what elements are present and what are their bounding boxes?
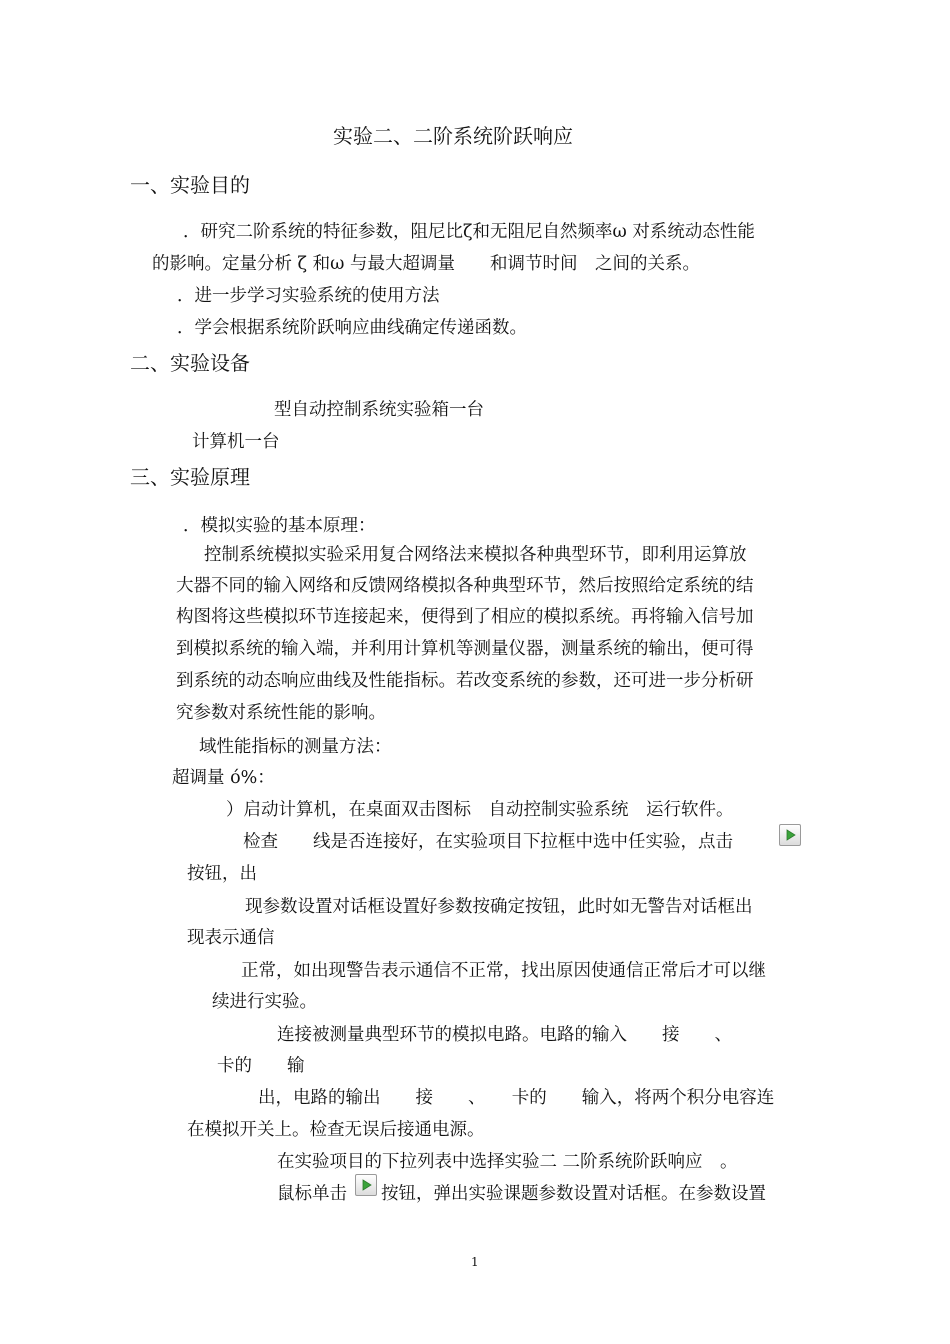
step-line: 现表示通信: [187, 928, 275, 948]
play-icon: [356, 1175, 376, 1195]
step-line: 卡的 输: [217, 1056, 305, 1076]
paragraph-line: 控制系统模拟实验采用复合网络法来模拟各种典型环节，即利用运算放: [204, 545, 747, 565]
step-line: ）启动计算机，在桌面双击图标 自动控制实验系统 运行软件。: [226, 800, 734, 820]
play-icon: [780, 825, 800, 845]
paragraph-line: 的影响。定量分析 ζ 和ω 与最大超调量 和调节时间 之间的关系。: [152, 254, 700, 274]
paragraph-line: 大器不同的输入网络和反馈网络模拟各种典型环节，然后按照给定系统的结: [176, 576, 754, 596]
section-heading-2: 二、实验设备: [130, 351, 250, 375]
paragraph-line: 型自动控制系统实验箱一台: [274, 400, 484, 420]
step-line: 在实验项目的下拉列表中选择实验二 二阶系统阶跃响应 。: [277, 1152, 738, 1172]
paragraph-line: 计算机一台: [192, 432, 280, 452]
paragraph-line: ．模拟实验的基本原理：: [183, 516, 376, 536]
run-button[interactable]: [779, 824, 801, 846]
step-line: 检查 线是否连接好，在实验项目下拉框中选中任实验，点击: [243, 832, 733, 852]
page-number: 1: [471, 1255, 479, 1269]
run-button[interactable]: [355, 1174, 377, 1196]
step-line: 按钮，出: [187, 864, 257, 884]
page-title: 实验二、二阶系统阶跃响应: [333, 124, 573, 148]
step-line: 在模拟开关上。检查无误后接通电源。: [187, 1120, 485, 1140]
paragraph-line: 构图将这些模拟环节连接起来，便得到了相应的模拟系统。再将输入信号加: [176, 607, 754, 627]
step-line: 按钮，弹出实验课题参数设置对话框。在参数设置: [381, 1184, 766, 1204]
step-line: 连接被测量典型环节的模拟电路。电路的输入 接 、: [277, 1025, 732, 1045]
section-heading-3: 三、实验原理: [130, 465, 250, 489]
paragraph-line: 域性能指标的测量方法：: [199, 737, 392, 757]
paragraph-line: 到模拟系统的输入端，并利用计算机等测量仪器，测量系统的输出，便可得: [176, 639, 754, 659]
step-line: 鼠标单击: [277, 1184, 347, 1204]
step-line: 续进行实验。: [212, 992, 317, 1012]
section-heading-1: 一、实验目的: [130, 173, 250, 197]
paragraph-line: 到系统的动态响应曲线及性能指标。若改变系统的参数，还可进一步分析研: [176, 671, 754, 691]
step-line: 正常，如出现警告表示通信不正常，找出原因使通信正常后才可以继: [241, 961, 766, 981]
paragraph-line: 超调量 ó%：: [172, 768, 275, 788]
paragraph-line: 究参数对系统性能的影响。: [176, 703, 386, 723]
step-line: 出，电路的输出 接 、 卡的 输入，将两个积分电容连: [258, 1088, 775, 1108]
paragraph-line: ．研究二阶系统的特征参数，阻尼比ζ和无阻尼自然频率ω 对系统动态性能: [183, 222, 755, 242]
paragraph-line: ．学会根据系统阶跃响应曲线确定传递函数。: [177, 318, 527, 338]
paragraph-line: ．进一步学习实验系统的使用方法: [177, 286, 440, 306]
step-line: 现参数设置对话框设置好参数按确定按钮，此时如无警告对话框出: [245, 897, 753, 917]
